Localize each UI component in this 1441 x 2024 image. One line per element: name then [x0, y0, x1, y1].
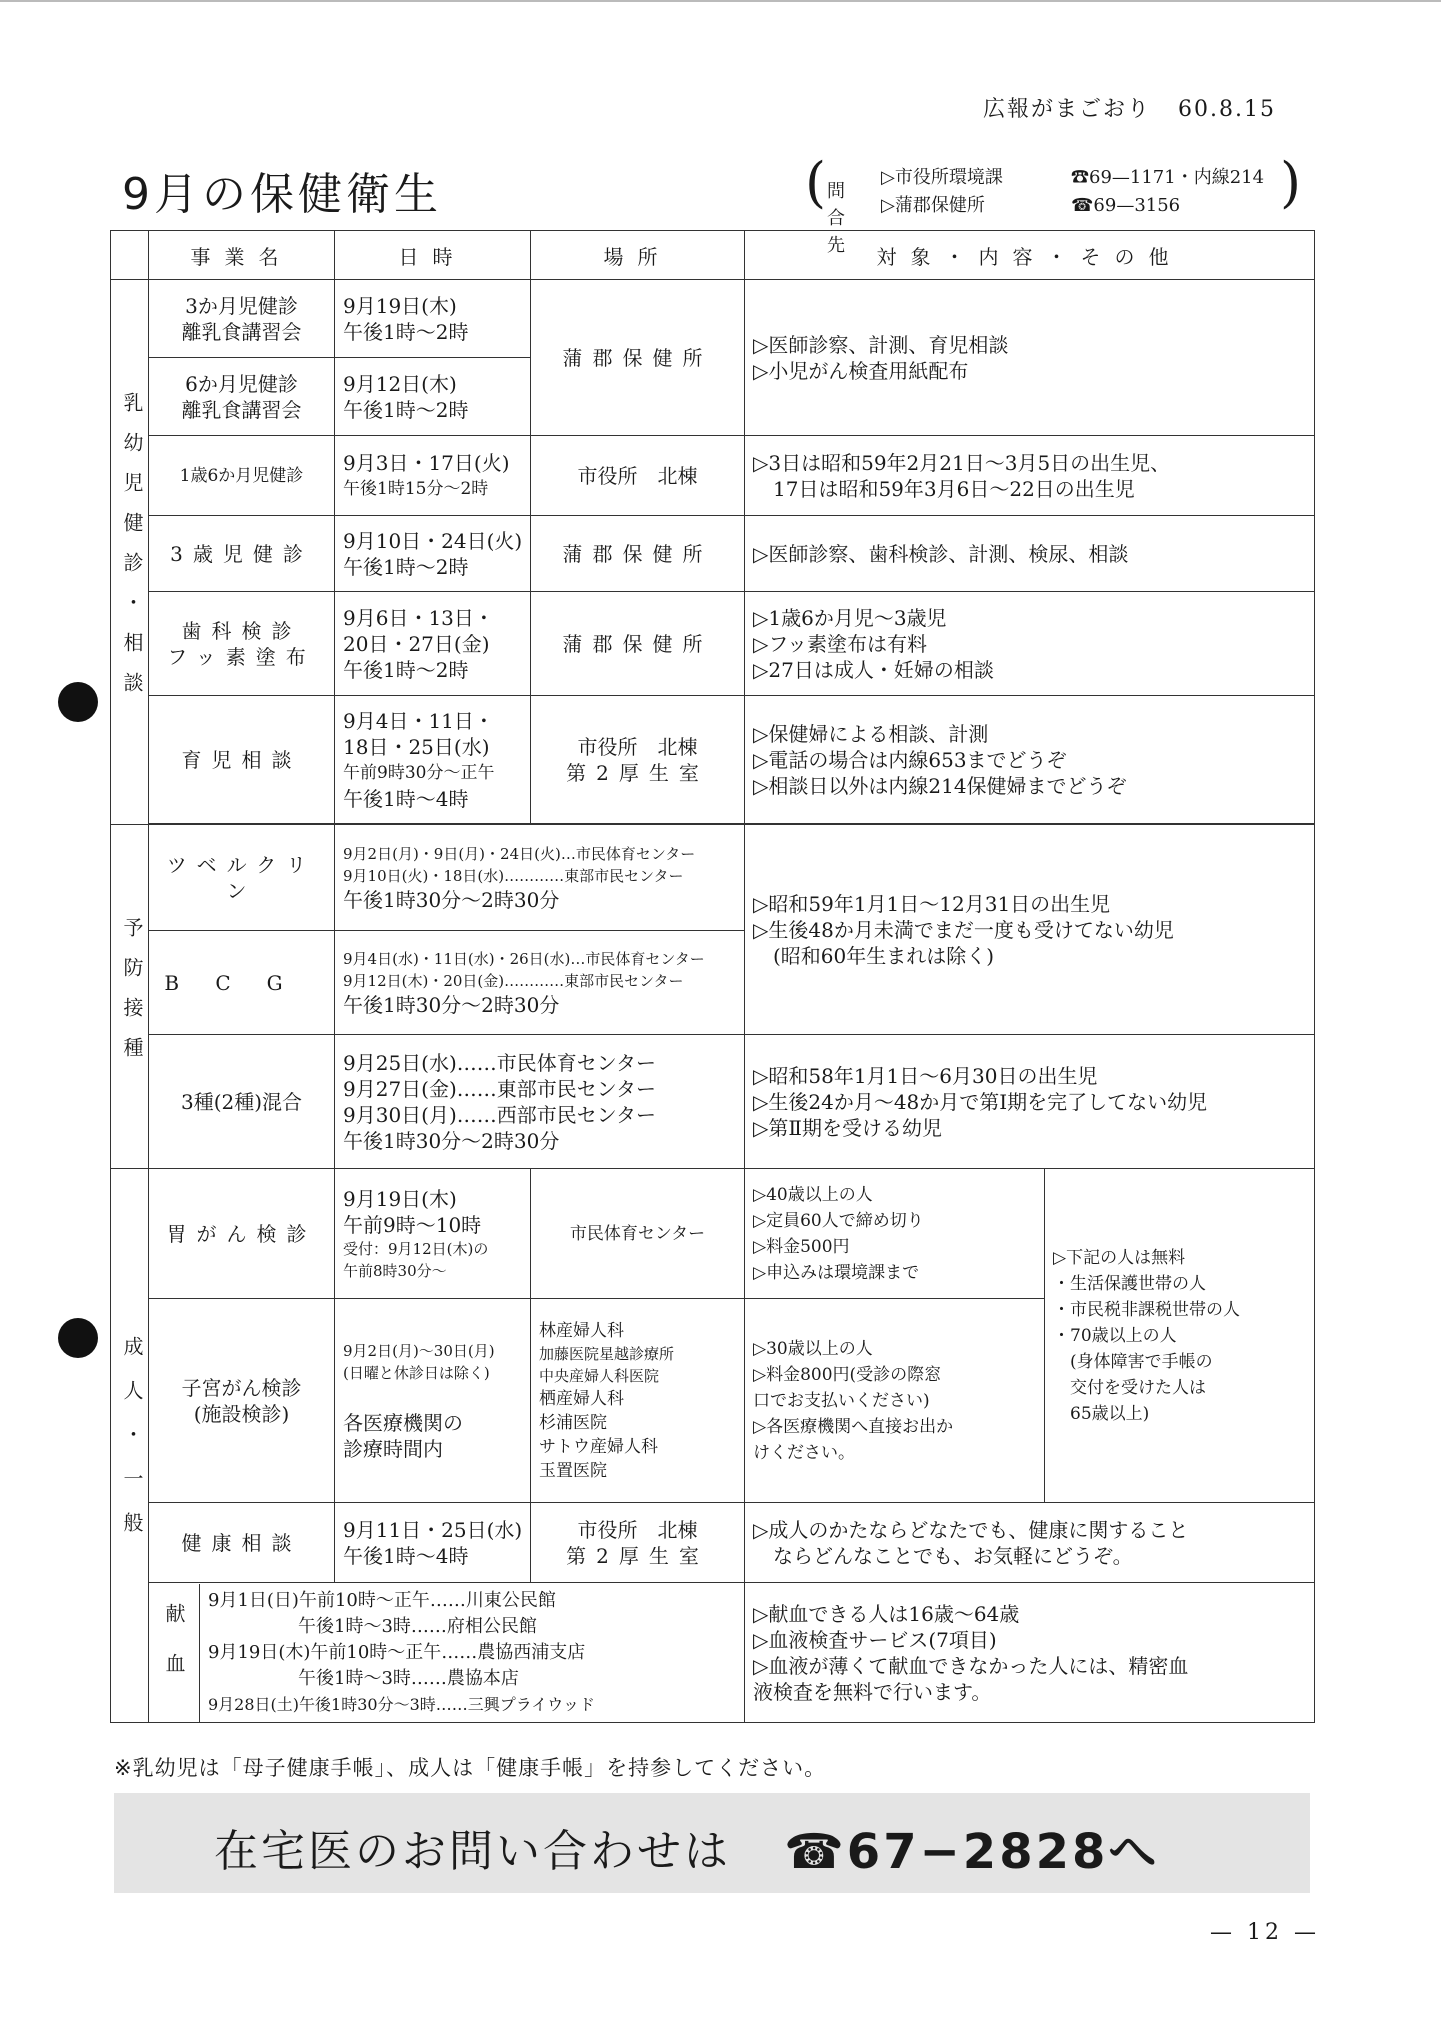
table-row — [111, 696, 1315, 824]
page-top-edge — [0, 0, 1441, 2]
event-date: 午後1時～4時 — [343, 786, 469, 811]
banner-text: 在宅医のお問い合わせは — [214, 1826, 731, 1877]
category-infant — [111, 280, 149, 825]
event-name: 育児相談 — [149, 696, 335, 824]
table-row — [111, 280, 1315, 358]
event-content: ▷成人のかたならどなたでも、健康に関すること — [753, 1517, 1189, 1542]
event-name: 6か月児健診 — [185, 371, 298, 396]
event-place: 第2厚生室 — [566, 1543, 709, 1568]
event-date: 午前8時30分～ — [343, 1261, 447, 1280]
blood-drive-schedule: 9月28日(土)午後1時30分～3時……三興プライウッド — [208, 1694, 595, 1714]
clinic-name: 林産婦人科 — [539, 1320, 624, 1341]
clinic-name: 玉置医院 — [539, 1460, 607, 1481]
blood-drive-schedule: 9月19日(木)午前10時～正午……農協西浦支店 — [208, 1641, 586, 1663]
contact-label: 問合先 — [827, 181, 845, 256]
paren-right: ) — [1280, 151, 1302, 214]
event-date: (日曜と休診日は除く) — [343, 1363, 490, 1382]
event-place: 市役所 北棟 — [577, 734, 698, 759]
table-row — [111, 1583, 1315, 1723]
event-date: 9月2日(月)・9日(月)・24日(火)…市民体育センター — [343, 844, 696, 863]
event-content: ▷医師診察、計測、育児相談 — [753, 332, 1009, 357]
publication-date: 60.8.15 — [1178, 97, 1276, 122]
event-name: BCG — [149, 931, 335, 1035]
event-name: ツベルクリン — [149, 825, 335, 931]
event-content: ▷申込みは環境課まで — [753, 1262, 920, 1283]
free-note: ▷下記の人は無料 — [1053, 1247, 1186, 1268]
schedule-table — [110, 230, 1315, 1723]
event-date: 9月10日(火)・18日(水)…………東部市民センター — [343, 866, 684, 885]
contact-tel: ☎69—3156 — [1071, 195, 1181, 216]
event-content: 液検査を無料で行います。 — [753, 1679, 992, 1704]
event-name: 3か月児健診 — [185, 293, 298, 318]
category-vaccine — [111, 825, 149, 1169]
clinic-name: 中央産婦人科医院 — [539, 1366, 660, 1385]
event-date: 9月6日・13日・ — [343, 605, 494, 630]
event-date: 午後1時～2時 — [343, 554, 469, 579]
event-content: ▷27日は成人・妊婦の相談 — [753, 657, 994, 682]
table-row — [111, 1035, 1315, 1169]
event-content: ▷昭和58年1月1日～6月30日の出生児 — [753, 1063, 1098, 1088]
free-note: ・生活保護世帯の人 — [1053, 1273, 1206, 1294]
event-place: 市役所 北棟 — [577, 1517, 698, 1542]
free-note: ・市民税非課税世帯の人 — [1053, 1299, 1240, 1320]
event-date: 20日・27日(金) — [343, 631, 490, 656]
publication-header — [983, 92, 1276, 123]
event-content: ▷料金500円 — [753, 1236, 850, 1257]
event-content: ▷各医療機関へ直接お出か — [753, 1416, 954, 1437]
event-date: 9月25日(水)……市民体育センター — [343, 1050, 656, 1075]
header-cell: 事業名 — [149, 231, 335, 280]
event-content: ▷生後24か月～48か月で第Ⅰ期を完了してない幼児 — [753, 1089, 1208, 1114]
event-name: フッ素塗布 — [167, 644, 316, 669]
binding-hole — [58, 682, 98, 722]
event-content: ▷フッ素塗布は有料 — [753, 631, 927, 656]
event-date: 受付：9月12日(木)の — [343, 1239, 489, 1258]
publication-name: 広報がまごおり — [983, 97, 1152, 122]
event-content: ▷昭和59年1月1日～12月31日の出生児 — [753, 891, 1111, 916]
event-content: けください。 — [753, 1442, 855, 1463]
event-name: 離乳食講習会 — [181, 397, 302, 422]
clinic-name: 加藤医院星越診療所 — [539, 1344, 675, 1363]
table-row — [111, 1169, 1315, 1299]
free-note: 65歳以上) — [1053, 1403, 1150, 1424]
table-row — [111, 825, 1315, 931]
event-name: 離乳食講習会 — [181, 319, 302, 344]
event-date: 9月19日(木) — [343, 293, 457, 318]
clinic-name: 杉浦医院 — [539, 1412, 607, 1433]
category-label: 成人・一般 — [120, 1335, 144, 1556]
event-date: 午後1時30分～2時30分 — [343, 992, 560, 1017]
event-date: 9月19日(木) — [343, 1186, 457, 1211]
event-date: 午後1時30分～2時30分 — [343, 1128, 560, 1153]
contact-tel: ☎69—1171・内線214 — [1071, 167, 1265, 188]
blood-drive-schedule: 午後1時～3時……農協本店 — [208, 1667, 519, 1689]
table-header-row — [111, 231, 1315, 280]
event-content: ▷料金800円(受診の際窓 — [753, 1364, 942, 1385]
event-date: 9月30日(月)……西部市民センター — [343, 1102, 656, 1127]
event-date: 9月12日(木)・20日(金)…………東部市民センター — [343, 971, 684, 990]
contact-office: ▷蒲郡保健所 — [881, 195, 985, 216]
binding-hole — [58, 1318, 98, 1358]
info-banner — [114, 1793, 1310, 1893]
event-name: 3種(2種)混合 — [149, 1035, 335, 1169]
event-date: 午前9時～10時 — [343, 1212, 482, 1237]
table-row — [111, 436, 1315, 516]
event-content: ▷定員60人で締め切り — [753, 1210, 924, 1231]
event-name: 1歳6か月児健診 — [149, 436, 335, 516]
event-place: 市民体育センター — [531, 1169, 745, 1299]
event-content: ▷第Ⅱ期を受ける幼児 — [753, 1115, 942, 1140]
event-date: 18日・25日(水) — [343, 734, 490, 759]
banner-phone: ☎67−2828へ — [784, 1824, 1160, 1880]
free-note: ・70歳以上の人 — [1053, 1325, 1177, 1346]
event-content: ▷血液検査サービス(7項目) — [753, 1627, 997, 1652]
event-content: ▷小児がん検査用紙配布 — [753, 358, 969, 383]
event-date: 9月4日(水)・11日(水)・26日(水)…市民体育センター — [343, 949, 705, 968]
event-date: 午後1時15分～2時 — [343, 478, 489, 499]
header-cell: 日時 — [335, 231, 531, 280]
event-content: 17日は昭和59年3月6日～22日の出生児 — [753, 476, 1135, 501]
event-date: 9月12日(木) — [343, 371, 457, 396]
category-label: 予防接種 — [120, 916, 144, 1077]
event-place: 蒲郡保健所 — [531, 516, 745, 592]
event-content: ▷相談日以外は内線214保健婦までどうぞ — [753, 773, 1127, 798]
event-name: 胃がん検診 — [149, 1169, 335, 1299]
table-row — [111, 592, 1315, 696]
event-name: 歯科検診 — [181, 618, 302, 643]
event-date: 診療時間内 — [343, 1436, 443, 1461]
event-place: 市役所 北棟 — [531, 436, 745, 516]
event-name: 献血 — [162, 1602, 186, 1703]
event-date: 午後1時30分～2時30分 — [343, 887, 560, 912]
category-adult — [111, 1169, 149, 1723]
clinic-name: 栖産婦人科 — [539, 1388, 624, 1409]
free-note: 交付を受けた人は — [1053, 1377, 1206, 1398]
event-name: 健康相談 — [149, 1503, 335, 1583]
event-date: 9月2日(月)～30日(月) — [343, 1341, 495, 1360]
event-date: 9月27日(金)……東部市民センター — [343, 1076, 656, 1101]
event-content: ▷40歳以上の人 — [753, 1184, 873, 1205]
contact-office: ▷市役所環境課 — [881, 167, 1003, 188]
free-note: (身体障害で手帳の — [1053, 1351, 1213, 1372]
event-date: 午後1時～2時 — [343, 397, 469, 422]
blood-drive-schedule: 午後1時～3時……府相公民館 — [208, 1615, 537, 1637]
event-name: 3歳児健診 — [149, 516, 335, 592]
event-name: (施設検診) — [193, 1401, 290, 1426]
event-content: ▷1歳6か月児～3歳児 — [753, 605, 947, 630]
blood-drive-schedule: 9月1日(日)午前10時～正午……川東公民館 — [208, 1589, 556, 1611]
event-content: ▷献血できる人は16歳～64歳 — [753, 1601, 1020, 1626]
event-date: 9月4日・11日・ — [343, 708, 494, 733]
event-date: 午後1時～4時 — [343, 1543, 469, 1568]
event-date: 9月11日・25日(水) — [343, 1517, 523, 1542]
event-date: 9月10日・24日(火) — [343, 528, 523, 553]
event-date: 午後1時～2時 — [343, 657, 469, 682]
event-content: ▷保健婦による相談、計測 — [753, 721, 989, 746]
event-place: 蒲郡保健所 — [531, 592, 745, 696]
event-name: 子宮がん検診 — [181, 1375, 302, 1400]
table-row — [111, 1503, 1315, 1583]
event-content: ▷医師診察、歯科検診、計測、検尿、相談 — [745, 516, 1315, 592]
event-date — [343, 1384, 522, 1410]
table-row — [111, 516, 1315, 592]
event-place: 蒲郡保健所 — [531, 280, 745, 436]
event-content: ならどんなことでも、お気軽にどうぞ。 — [753, 1543, 1133, 1568]
event-content: 口でお支払いください) — [753, 1390, 930, 1411]
event-date: 午後1時～2時 — [343, 319, 469, 344]
event-date: 9月3日・17日(火) — [343, 450, 510, 475]
event-date: 各医療機関の — [343, 1410, 463, 1435]
header-cell: 場所 — [531, 231, 745, 280]
event-content: ▷3日は昭和59年2月21日～3月5日の出生児、 — [753, 450, 1171, 475]
event-content: ▷電話の場合は内線653までどうぞ — [753, 747, 1067, 772]
event-content: (昭和60年生まれは除く) — [753, 943, 995, 968]
clinic-name: サトウ産婦人科 — [539, 1436, 658, 1457]
page-number: — 12 — — [1210, 1920, 1320, 1945]
event-content: ▷生後48か月未満でまだ一度も受けてない幼児 — [753, 917, 1174, 942]
event-content: ▷30歳以上の人 — [753, 1338, 873, 1359]
event-date: 午前9時30分～正午 — [343, 762, 495, 783]
header-cell: 対象・内容・その他 — [745, 231, 1315, 280]
category-label: 乳幼児健診・相談 — [120, 392, 144, 712]
footnote: ※乳幼児は「母子健康手帳」、成人は「健康手帳」を持参してください。 — [114, 1756, 827, 1780]
page-title: 9月の保健衛生 — [122, 169, 442, 220]
event-content: ▷血液が薄くて献血できなかった人には、精密血 — [753, 1653, 1189, 1678]
paren-left: ( — [805, 151, 827, 214]
event-place: 第2厚生室 — [566, 760, 709, 785]
